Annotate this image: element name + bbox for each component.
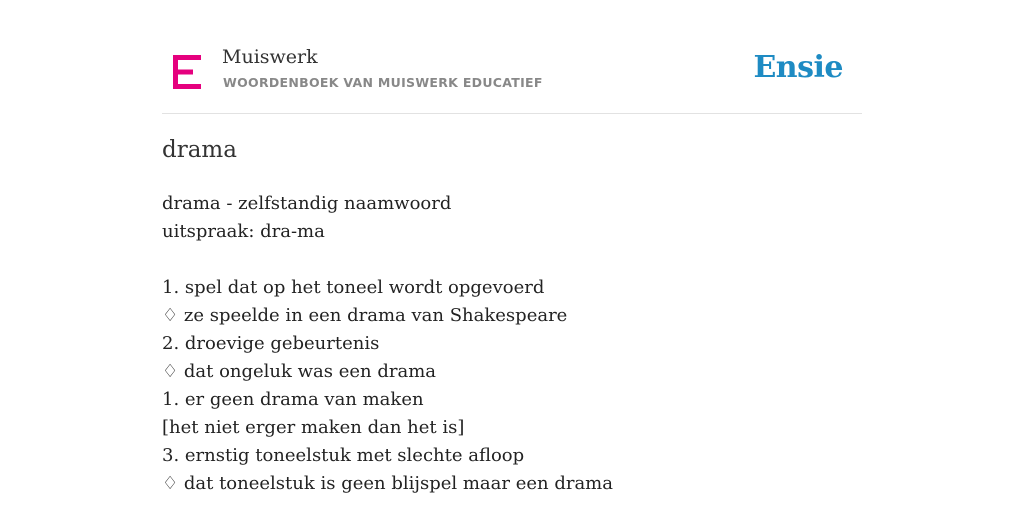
entry-line: 2. droevige gebeurtenis (162, 333, 380, 354)
ensie-logo[interactable]: Ensie (753, 50, 843, 85)
site-header (162, 0, 862, 114)
entry-line: uitspraak: dra-ma (162, 221, 325, 242)
entry-line (162, 246, 613, 274)
entry-line: 3. ernstig toneelstuk met slechte afloop (162, 445, 525, 466)
entry-line: ♢ dat toneelstuk is geen blijspel maar een drama (162, 473, 613, 494)
entry-content (162, 190, 613, 498)
muiswerk-logo-icon[interactable] (173, 55, 201, 89)
entry-line: 1. er geen drama van maken (162, 389, 424, 410)
entry-line: ♢ dat ongeluk was een drama (162, 361, 437, 382)
site-subtitle: WOORDENBOEK VAN MUISWERK EDUCATIEF (223, 75, 543, 90)
entry-line: ♢ ze speelde in een drama van Shakespeare (162, 305, 568, 326)
entry-line: drama - zelfstandig naamwoord (162, 193, 452, 214)
entry-line: [het niet erger maken dan het is] (162, 417, 465, 438)
entry-title: drama (162, 137, 237, 163)
entry-line: 1. spel dat op het toneel wordt opgevoerd (162, 277, 545, 298)
site-name[interactable]: Muiswerk (222, 46, 318, 68)
